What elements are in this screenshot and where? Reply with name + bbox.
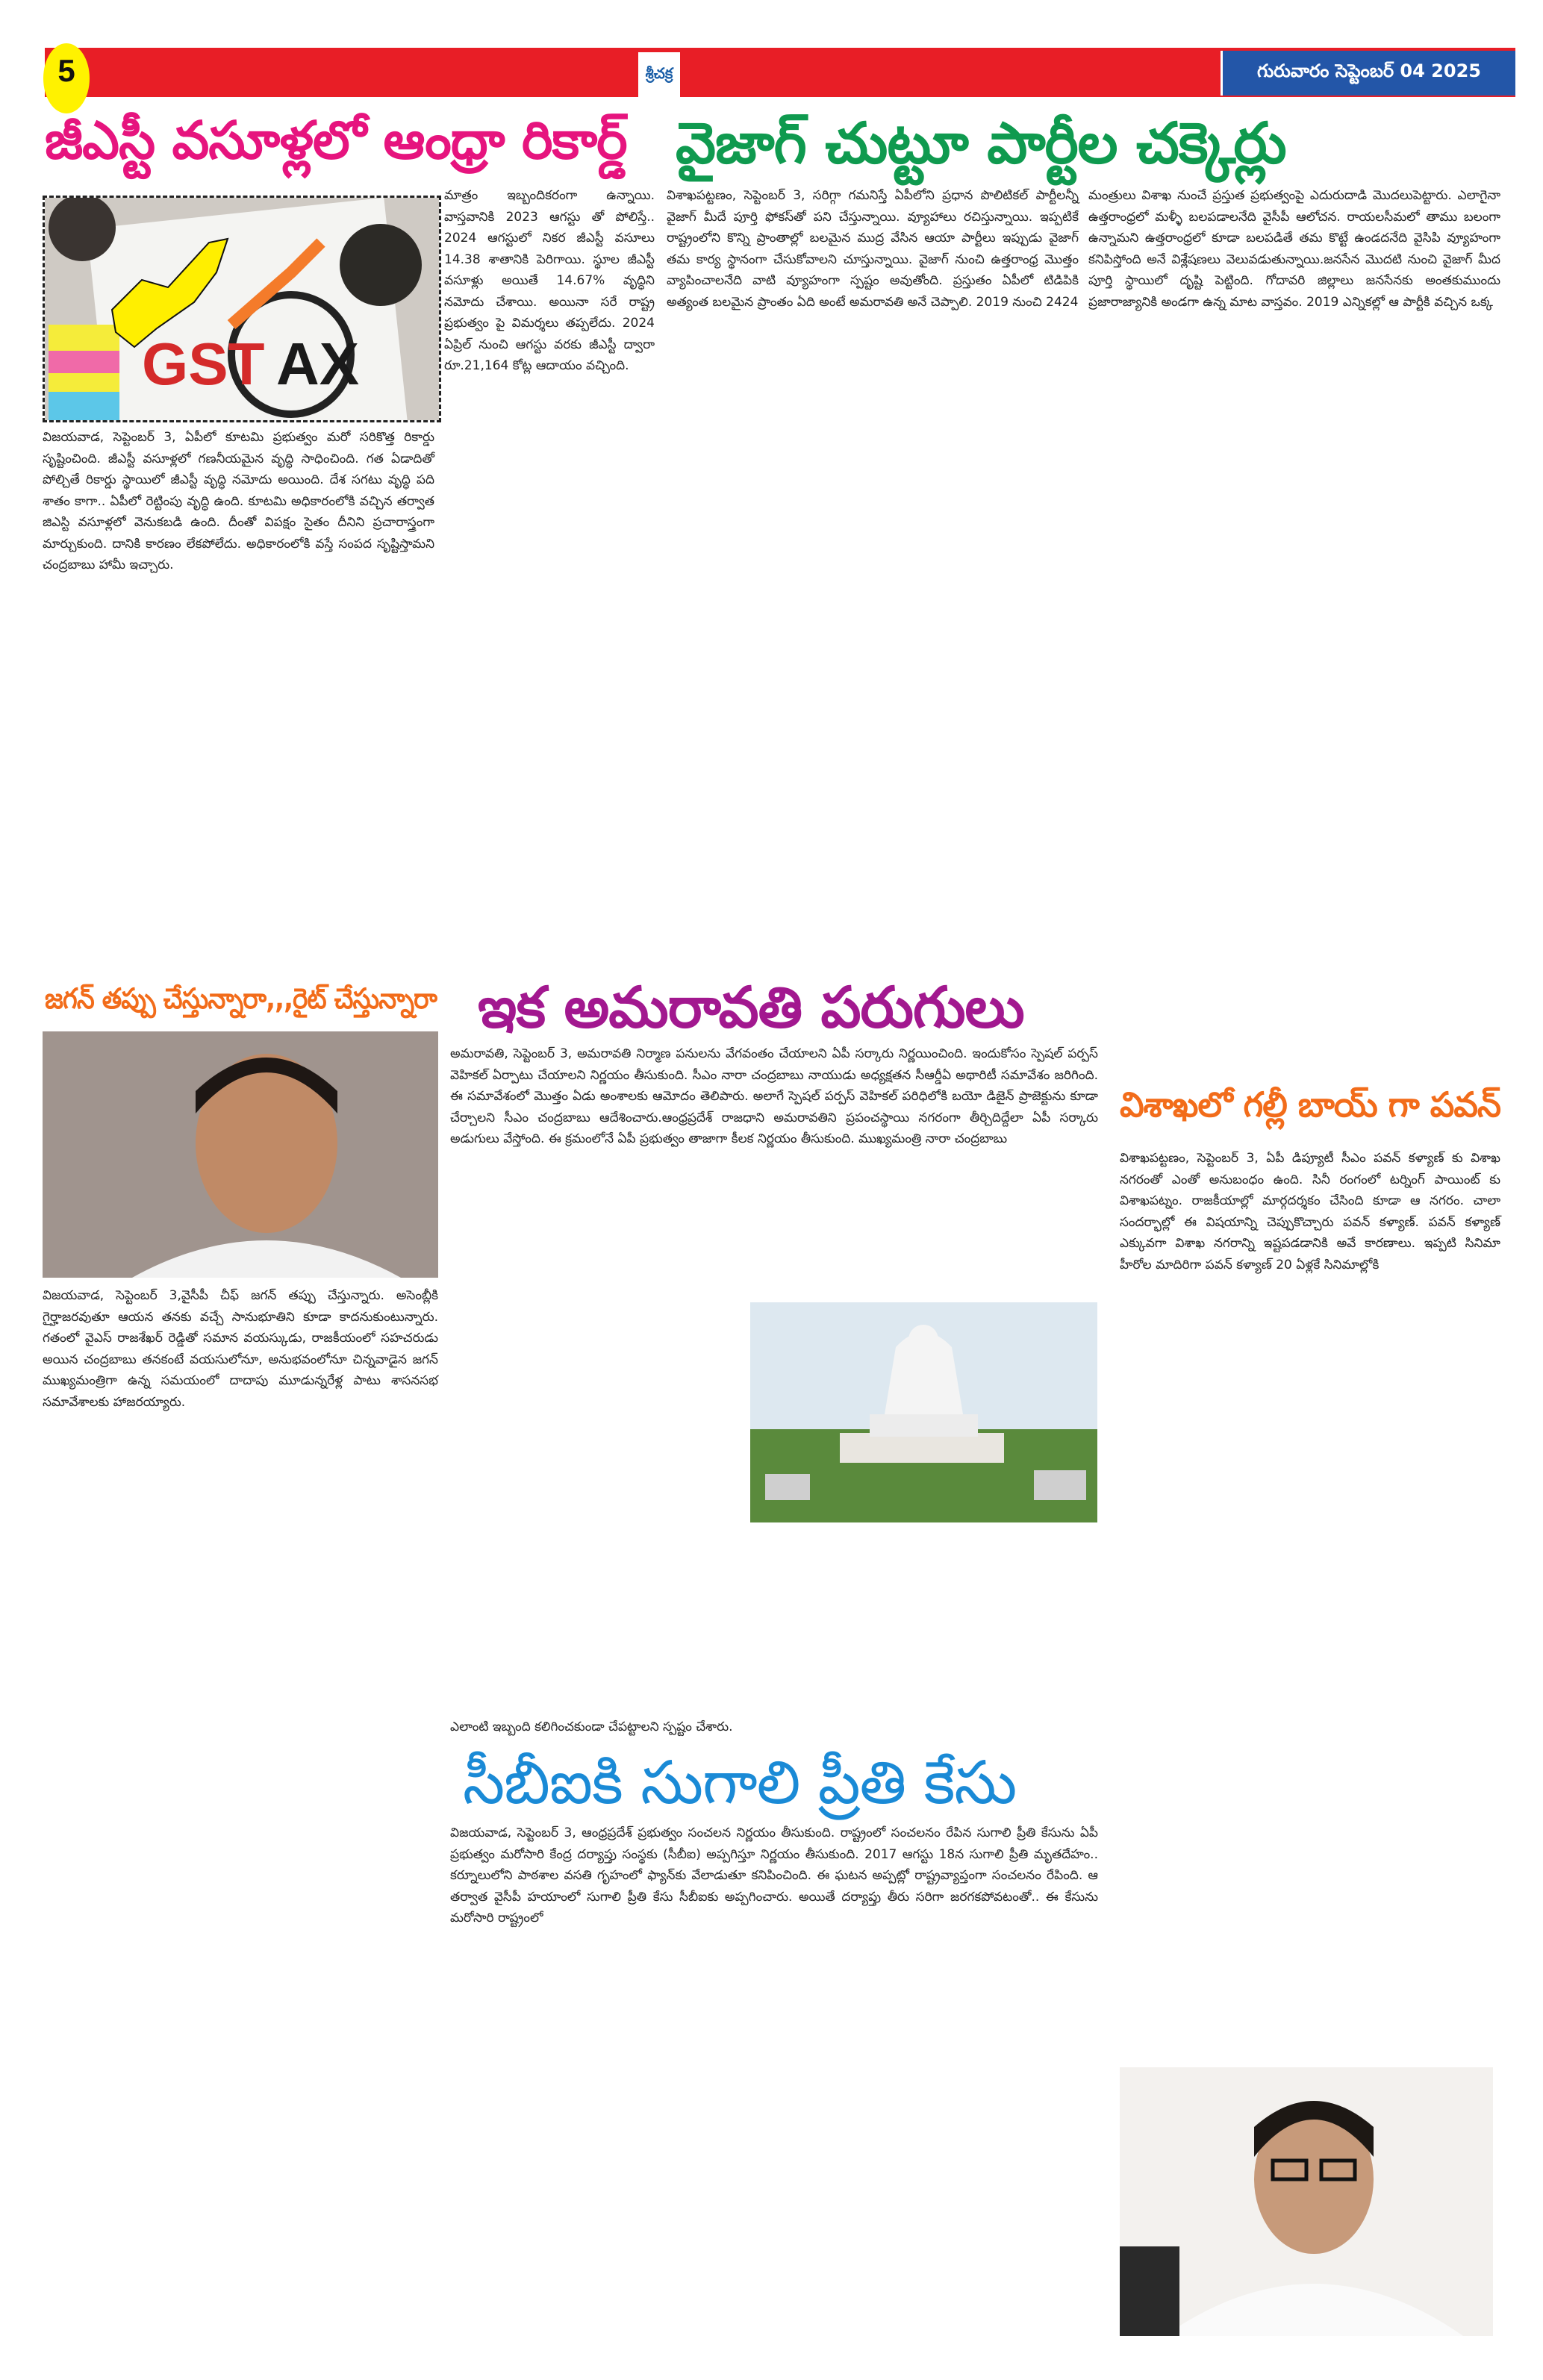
headline-vizag: వైజాగ్ చుట్టూ పార్టీల చక్కెర్లు	[676, 110, 1286, 176]
headline-amaravati: ఇక అమరావతి పరుగులు	[478, 974, 1024, 1040]
headline-pawan: విశాఖలో గల్లీ బాయ్ గా పవన్	[1120, 1084, 1501, 1125]
headline-cbi: సీబీఐకి సుగాలి ప్రీతి కేసు	[463, 1748, 1017, 1817]
headline-gst: జీఎస్టీ వసూళ్లలో ఆంధ్రా రికార్డ్	[45, 110, 627, 171]
headline-pawan-box	[1120, 1086, 1500, 1124]
headline-jagan-box	[45, 984, 437, 1015]
headline-vizag-box	[676, 112, 1512, 175]
ax-lettering: AX	[276, 331, 360, 397]
headline-jagan: జగన్ తప్పు చేస్తున్నారా,,,రైట్ చేస్తున్నారా	[45, 982, 437, 1015]
cbi-article-body	[450, 1823, 1098, 1929]
jagan-photo	[43, 1031, 438, 1278]
gst-paragraph: మాత్రం ఇబ్బందికరంగా ఉన్నాయి. వాస్తవానికి 2023 ఆగస్టు తో పోలిస్తే.. 2024 ఆగస్టులో నికర జీఎస్టీ వసూలు 14.38 శాతానికి పెరిగాయి. స్థూల జీఎస్టీ వసూళ్లు అయితే 14.67% వృద్ధిని నమోదు చేశాయి. అయినా సరే రాష్ట్ర ప్రభుత్వం పై విమర్శలు తప్పలేదు. 2024 ఏప్రిల్ నుంచి ఆగస్టు వరకు జీఎస్టీ ద్వారా రూ.21,164 కోట్ల ఆదాయం వచ్చింది.	[444, 188, 655, 373]
cbi-paragraph: విజయవాడ, సెప్టెంబర్ 3, ఆంధ్రప్రదేశ్ ప్రభుత్వం సంచలన నిర్ణయం తీసుకుంది. రాష్ట్రంలో సంచలనం రేపిన సుగాలి ప్రీతి కేసును ఏపీ ప్రభుత్వం మరోసారి కేంద్ర దర్యాప్తు సంస్థకు (సీబీఐ) అప్పగిస్తూ నిర్ణయం తీసుకుంది. 2017 ఆగస్టు 18న సుగాలి ప్రీతి మృతదేహం.. కర్నూలులోని పాఠశాల వసతి గృహంలో ఫ్యాన్‌కు వేలాడుతూ కనిపించింది. ఈ ఘటన అప్పట్లో రాష్ట్రవ్యాప్తంగా సంచలనం రేపింది. ఆ తర్వాత వైసీపీ హయాంలో సుగాలి ప్రీతి కేసు సీబీఐకు అప్పగించారు. అయితే దర్యాప్తు తీరు సరిగా జరగకపోవటంతో.. ఈ కేసును మరోసారి రాష్ట్రంలో	[450, 1825, 1098, 1925]
amaravati-buddha-statue-image	[750, 1302, 1097, 1522]
amaravati-closing-line: ఎలాంటి ఇబ్బంది కలిగించకుండా చేపట్టాలని స్పష్టం చేశారు.	[450, 1720, 733, 1734]
amaravati-paragraph: అమరావతి, సెప్టెంబర్ 3, అమరావతి నిర్మాణ పనులను వేగవంతం చేయాలని ఏపీ సర్కారు నిర్ణయించింది. ఇందుకోసం స్పెషల్ పర్పస్ వెహికల్ ఏర్పాటు చేయాలని నిర్ణయం తీసుకుంది. సీఎం నారా చంద్రబాబు నాయుడు అధ్యక్షతన సీఆర్డీఏ అథారిటీ సమావేశం జరిగింది. ఈ సమావేశంలో మొత్తం ఏడు అంశాలకు ఆమోదం తెలిపారు. అలాగే స్పెషల్ పర్పస్ వెహికల్ పరిధిలోకి బయో డిజైన్ ప్రాజెక్టును కూడా చేర్చాలని సీఎం చంద్రబాబు ఆదేశించారు.ఆంధ్రప్రదేశ్ రాజధాని అమరావతిని ప్రపంచస్థాయి నగరంగా తీర్చిదిద్దేలా ఏపీ సర్కారు అడుగులు వేస్తోంది. ఈ క్రమంలోనే ఏపీ ప్రభుత్వం తాజాగా కీలక నిర్ణయం తీసుకుంది. ముఖ్యమంత్రి నారా చంద్రబాబు	[450, 1046, 1098, 1146]
pawan-photo	[1120, 2067, 1493, 2336]
vizag-article-continuation	[1088, 185, 1500, 313]
jagan-paragraph: విజయవాడ, సెప్టెంబర్ 3,వైసీపీ చీఫ్ జగన్ తప్పు చేస్తున్నారు. అసెంబ్లీకి గైర్హాజరవుతూ ఆయన తనకు వచ్చే సానుభూతిని కూడా కాదనుకుంటున్నారు. గతంలో వైఎస్ రాజశేఖర్ రెడ్డితో సమాన వయస్కుడు, రాజకీయంలో సహచరుడు అయిన చంద్రబాబు తనకంటే వయసులోనూ, అనుభవంలోనూ చిన్నవాడైన జగన్ ముఖ్యమంత్రిగా ఉన్న సమయంలో దాదాపు మూడున్నరేళ్ల పాటు శాసనసభ సమావేశాలకు హాజరయ్యారు.	[43, 1288, 438, 1410]
vizag-article-body	[667, 185, 1079, 313]
issue-date: గురువారం సెప్టెంబర్ 04 2025	[1221, 51, 1515, 96]
jagan-article-body	[43, 1285, 438, 1413]
newspaper-logo: శ్రీచక్ర	[638, 52, 680, 97]
headline-gst-box	[45, 112, 657, 169]
gst-article-continuation	[444, 185, 655, 377]
amaravati-article-body	[450, 1043, 1098, 1150]
pawan-paragraph: విశాఖపట్టణం, సెప్టెంబర్ 3, ఏపీ డిప్యూటీ సీఎం పవన్ కళ్యాణ్ కు విశాఖ నగరంతో ఎంతో అనుబంధం ఉంది. సినీ రంగంలో టర్నింగ్ పాయింట్ కు విశాఖపట్నం. రాజకీయాల్లో మార్గదర్శకం చేసింది కూడా ఆ నగరం. చాలా సందర్భాల్లో ఈ విషయాన్ని చెప్పుకొచ్చారు పవన్ కళ్యాణ్. పవన్ కళ్యాణ్ ఎక్కువగా విశాఖ నగరాన్ని ఇష్టపడడానికి అవే కారణాలు. ఇప్పటి సినిమా హీరోల మాదిరిగా పవన్ కళ్యాణ్ 20 ఏళ్లకే సినిమాల్లోకి	[1120, 1151, 1500, 1272]
vizag-paragraph: మంత్రులు విశాఖ నుంచే ప్రస్తుత ప్రభుత్వంపై ఎదురుదాడి మొదలుపెట్టారు. ఎలాగైనా ఉత్తరాంధ్రలో మళ్ళీ బలపడాలనేది వైసీపీ ఆలోచన. రాయలసీమలో తాము బలంగా ఉన్నామని ఉత్తరాంధ్రలో కూడా బలపడితే తమ కొట్టే ఉండదనేది వైసిపి వ్యూహంగా కనిపిస్తోంది అనే విశ్లేషణలు వెలువడుతున్నాయి.జనసేన మొదటి నుంచి వైజాగ్ మీద పూర్తి స్థాయిలో దృష్టి పెట్టింది. గోదావరి జిల్లాలు జనసేనకు అంతకుముందు ప్రజారాజ్యానికి అండగా ఉన్న మాట వాస్తవం. 2019 ఎన్నికల్లో ఆ పార్టీకి వచ్చిన ఒక్క	[1088, 188, 1500, 310]
gst-article-body	[43, 427, 434, 576]
gst-lettering: GST	[142, 331, 265, 397]
pawan-article-body	[1120, 1148, 1500, 1275]
headline-cbi-box	[463, 1750, 1090, 1816]
headline-amaravati-box	[478, 976, 1090, 1039]
gst-paragraph: విజయవాడ, సెప్టెంబర్ 3, ఏపీలో కూటమి ప్రభుత్వం మరో సరికొత్త రికార్డు సృష్టించింది. జీఎస్టీ వసూళ్లలో గణనీయమైన వృద్ధి సాధించింది. గత ఏడాదితో పోల్చితే రికార్డు స్థాయిలో జీఎస్టీ వృద్ధి నమోదు అయింది. దేశ సగటు వృద్ధి పది శాతం కాగా.. ఏపీలో రెట్టింపు వృద్ధి ఉంది. కూటమి అధికారంలోకి వచ్చిన తర్వాత జిఎస్టి వసూళ్లలో వెనుకబడి ఉంది. దీంతో విపక్షం సైతం దీనిని ప్రచారాస్త్రంగా మార్చుకుంది. దానికి కారణం లేకపోలేదు. అధికారంలోకి వస్తే సంపద సృష్టిస్తామని చంద్రబాబు హామీ ఇచ్చారు.	[43, 430, 434, 572]
gst-tax-image	[43, 196, 441, 422]
vizag-paragraph: విశాఖపట్టణం, సెప్టెంబర్ 3, సరిగ్గా గమనిస్తే ఏపీలోని ప్రధాన పొలిటికల్ పార్టీలన్నీ వైజాగ్ మీదే పూర్తి ఫోకస్‌తో పని చేస్తున్నాయి. వ్యూహాలు రచిస్తున్నాయి. ఇప్పటికే రాష్ట్రంలోని కొన్ని ప్రాంతాల్లో బలమైన ముద్ర వేసిన ఆయా పార్టీలు ఇప్పుడు వైజాగ్ తమ కార్య స్థానంగా చేసుకోవాలని చూస్తున్నాయి. వైజాగ్ నుంచి ఉత్తరాంధ్ర మొత్తం వ్యాపించాలనేది వాటి వ్యూహంగా స్పష్టం అవుతోంది. ప్రస్తుతం ఏపీలో టిడిపికి అత్యంత బలమైన ప్రాంతం ఏది అంటే అమరావతి అనే చెప్పాలి. 2019 నుంచి 2424	[667, 188, 1079, 310]
page-number: 5	[43, 43, 90, 113]
